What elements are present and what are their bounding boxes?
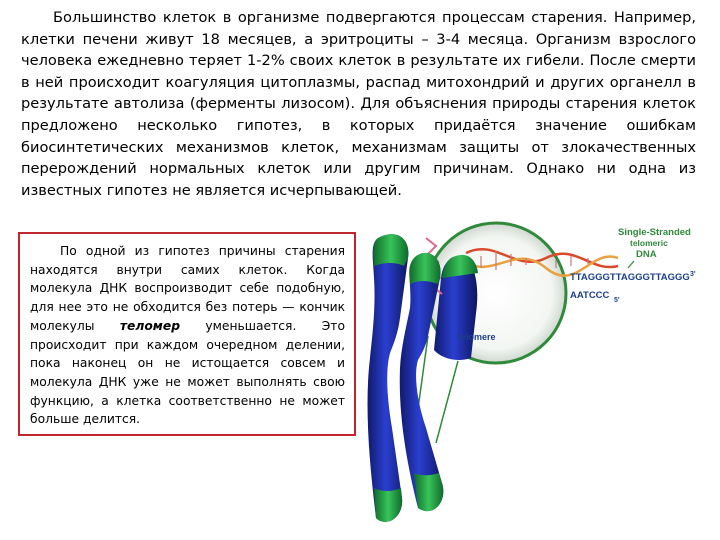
three-prime-label: 3' [690, 271, 696, 278]
single-stranded-label: Single-Stranded [618, 227, 691, 238]
hypothesis-text-start: По одной из гипотез причины старения находятся внутри самих клеток. Когда молекула ДНК воспроизводит себе подобную, для нее это не обходится без потерь — кончик молекулы [30, 244, 345, 333]
dna-label: DNA [636, 249, 657, 260]
hypothesis-text-end: уменьшается. Это происходит при каждом очередном делении, пока наконец он не истощается совсем и молекула ДНК уже не может выполнять свою функцию, а клетка соответственно не может больше делится. [30, 318, 345, 427]
five-prime-label: 5' [614, 297, 620, 304]
chromosome-telomere-illustration [356, 218, 712, 536]
telomeric-label: telomeric [630, 238, 668, 248]
main-paragraph: Большинство клеток в организме подвергаются процессам старения. Например, клетки печени живут 18 месяцев, а эритроциты – 3-4 месяца. Организм взрослого человека ежедневно теряет 1-2% своих клеток в результате их гибели. После смерти в ней происходит коагуляция цитоплазмы, распад митохондрий и других органелл в результате автолиза (ферменты лизосом). Для объяснения природы старения клеток предложено несколько гипотез, в которых придаётся значение ошибкам биосинтетических механизмов клеток, механизмам защиты от злокачественных перерождений нормальных клеток или другим причинам. Однако ни одна из известных гипотез не является исчерпывающей. [21, 9, 696, 199]
telomere-hypothesis-box [18, 232, 356, 436]
telomere-label: telomere [458, 332, 496, 342]
telomere-term: теломер [119, 318, 180, 333]
telomere-sequence-bottom: AATCCC [570, 290, 610, 301]
chromosome [368, 234, 444, 522]
telomere-sequence-top: TTAGGGTTAGGGTTAGGG [570, 272, 690, 283]
hypothesis-text [30, 242, 345, 429]
